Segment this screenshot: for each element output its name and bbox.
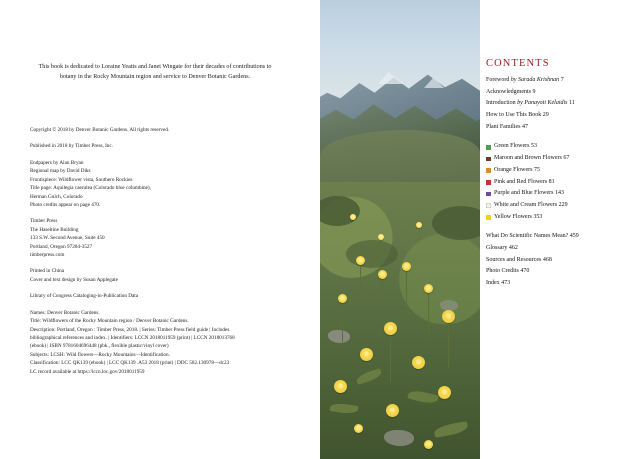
yellow-flower xyxy=(412,356,425,369)
toc-entry-label: Introduction xyxy=(486,100,518,107)
publisher-line: The Haseltine Building xyxy=(30,226,79,233)
yellow-flower xyxy=(424,440,433,449)
color-sections-group xyxy=(486,141,636,223)
flower-stem xyxy=(382,276,383,322)
toc-entry-introduction[interactable] xyxy=(486,98,636,110)
toc-entry-label: Plant Families xyxy=(486,123,521,130)
yellow-flower xyxy=(402,262,411,271)
yellow-flower xyxy=(384,322,397,335)
toc-entry-how-to-use[interactable] xyxy=(486,110,636,122)
toc-entry-label: Maroon and Brown Flowers 67 xyxy=(494,155,570,162)
publisher-block xyxy=(30,217,280,259)
yellow-flower xyxy=(416,222,422,228)
color-swatch-purple xyxy=(486,192,491,197)
color-swatch-green xyxy=(486,145,491,150)
flower-stem xyxy=(360,262,361,302)
yellow-flower xyxy=(354,424,363,433)
cip-line: Names: Denver Botanic Gardens. xyxy=(30,309,100,316)
cip-block xyxy=(30,309,280,376)
published-line: Published in 2018 by Timber Press, Inc. xyxy=(30,143,114,150)
yellow-flower xyxy=(378,270,387,279)
cip-line: Classification: LCC QK139 (ebook) | LCC QK139 .A53 2018 (print) | DDC 582.130978—dc23 xyxy=(30,360,230,367)
contents-page xyxy=(480,0,640,459)
toc-entry-foreword[interactable] xyxy=(486,75,636,87)
toc-entry-green-flowers[interactable] xyxy=(486,141,636,153)
toc-entry-white-cream-flowers[interactable] xyxy=(486,200,636,212)
toc-entry-orange-flowers[interactable] xyxy=(486,165,636,177)
back-matter-group xyxy=(486,231,636,289)
color-swatch-white xyxy=(486,203,491,208)
yellow-flower xyxy=(442,310,455,323)
color-swatch-red xyxy=(486,180,491,185)
flower-stem xyxy=(428,290,429,338)
printing-block xyxy=(30,267,280,284)
color-swatch-orange xyxy=(486,168,491,173)
toc-entry-photo-credits[interactable]: Photo Credits 470 xyxy=(486,268,530,275)
rock xyxy=(328,330,350,343)
toc-entry-page: 9 xyxy=(531,88,536,95)
toc-entry-label: Yellow Flowers 353 xyxy=(494,213,543,220)
toc-entry-label: How to Use This Book xyxy=(486,112,542,119)
credits-block xyxy=(30,159,280,210)
cip-line: Description: Portland, Oregon : Timber Press, 2018. | Series: Timber Press field guide | Includes xyxy=(30,326,230,333)
cip-line: bibliographical references and index. | Identifiers: LCCN 2018011959 (print) | LCCN 2018013768 xyxy=(30,335,235,342)
yellow-flower xyxy=(438,386,451,399)
yellow-flower xyxy=(386,404,399,417)
toc-entry-page: 47 xyxy=(520,123,528,130)
yellow-flower xyxy=(378,234,384,240)
credit-line: Herman Gulch, Colorado xyxy=(30,193,83,200)
printing-line: Cover and text design by Susan Applegate xyxy=(30,276,118,283)
cip-line: Title: Wildflowers of the Rocky Mountain region / Denver Botanic Gardens. xyxy=(30,318,189,325)
toc-entry-sources-resources[interactable]: Sources and Resources 468 xyxy=(486,256,552,263)
toc-entry-plant-families[interactable] xyxy=(486,122,636,134)
flower-stem xyxy=(448,318,449,368)
flower-stem xyxy=(390,330,391,382)
cip-line: (ebook) | ISBN 9781604696448 (pbk., flexible plastic/vinyl cover) xyxy=(30,343,169,350)
toc-entry-label: Orange Flowers 75 xyxy=(494,166,540,173)
yellow-flower xyxy=(338,294,347,303)
yellow-flower xyxy=(356,256,365,265)
copyright-line: Copyright © 2018 by Denver Botanic Gardens. All rights reserved. xyxy=(30,127,170,133)
cip-line: Subjects: LCSH: Wild flowers—Rocky Mountains—Identification. xyxy=(30,351,170,358)
printing-line: Printed in China xyxy=(30,268,65,275)
toc-entry-purple-blue-flowers[interactable] xyxy=(486,188,636,200)
toc-entry-label: Purple and Blue Flowers 143 xyxy=(494,190,564,197)
rock xyxy=(384,430,414,446)
toc-entry-acknowledgments[interactable] xyxy=(486,87,636,99)
dedication-text: This book is dedicated to Loraine Yeatts and Janet Wingate for their decades of contributions to botany in the Rocky Mountain region and service to Denver Botanic Gardens. xyxy=(38,64,272,81)
toc-entry-label: Green Flowers 53 xyxy=(494,143,537,150)
toc-entry-page: 7 xyxy=(559,77,564,83)
flower-stem xyxy=(342,300,343,342)
credit-line: Regional map by David Diks xyxy=(30,168,91,175)
toc-entry-author: by Panayoti Kelaidis xyxy=(517,100,568,107)
colophon-block xyxy=(30,126,280,384)
yellow-flower xyxy=(424,284,433,293)
toc-entry-author: by Sarada Krishnan xyxy=(510,77,560,83)
toc-entry-yellow-flowers[interactable] xyxy=(486,212,636,224)
publisher-line: Timber Press xyxy=(30,218,58,225)
color-swatch-yellow xyxy=(486,215,491,220)
credit-line: Frontispiece: Wildflower vista, Southern Rockies xyxy=(30,176,133,183)
toc-entry-maroon-brown-flowers[interactable] xyxy=(486,153,636,165)
toc-entry-pink-red-flowers[interactable] xyxy=(486,177,636,189)
shrub xyxy=(346,240,398,268)
toc-entry-label: White and Cream Flowers 229 xyxy=(494,201,568,208)
toc-entry-label: Pink and Red Flowers 81 xyxy=(494,178,555,185)
toc-entry-glossary[interactable]: Glossary 462 xyxy=(486,244,518,251)
toc-entry-page: 29 xyxy=(541,112,549,119)
publisher-website: timberpress.com xyxy=(30,252,65,259)
wildflower-photograph xyxy=(320,0,480,459)
toc-entry-page: 11 xyxy=(567,100,575,107)
credit-line: Endpapers by Alan Bryan xyxy=(30,159,84,166)
page-title: CONTENTS xyxy=(486,58,550,69)
credit-line: Title page: Aquilegia caerulea (Colorado blue columbine), xyxy=(30,185,151,192)
flower-stem xyxy=(406,268,407,312)
color-swatch-maroon xyxy=(486,157,491,162)
toc-entry-scientific-names[interactable]: What Do Scientific Names Mean? 459 xyxy=(486,233,579,240)
yellow-flower xyxy=(360,348,373,361)
toc-entry-label: Foreword xyxy=(486,77,511,83)
table-of-contents xyxy=(486,75,636,290)
toc-entry-index[interactable]: Index 473 xyxy=(486,280,511,286)
cip-heading: Library of Congress Cataloging-in-Publication Data xyxy=(30,293,139,300)
yellow-flower xyxy=(350,214,356,220)
cip-line: LC record available at https://lccn.loc.gov/2018011959 xyxy=(30,368,145,375)
toc-entry-label: Acknowledgments xyxy=(486,88,531,95)
yellow-flower xyxy=(334,380,347,393)
credit-line: Photo credits appear on page 470. xyxy=(30,201,101,208)
publisher-line: 133 S.W. Second Avenue, Suite 450 xyxy=(30,235,105,242)
publisher-line: Portland, Oregon 97204-3527 xyxy=(30,243,93,250)
